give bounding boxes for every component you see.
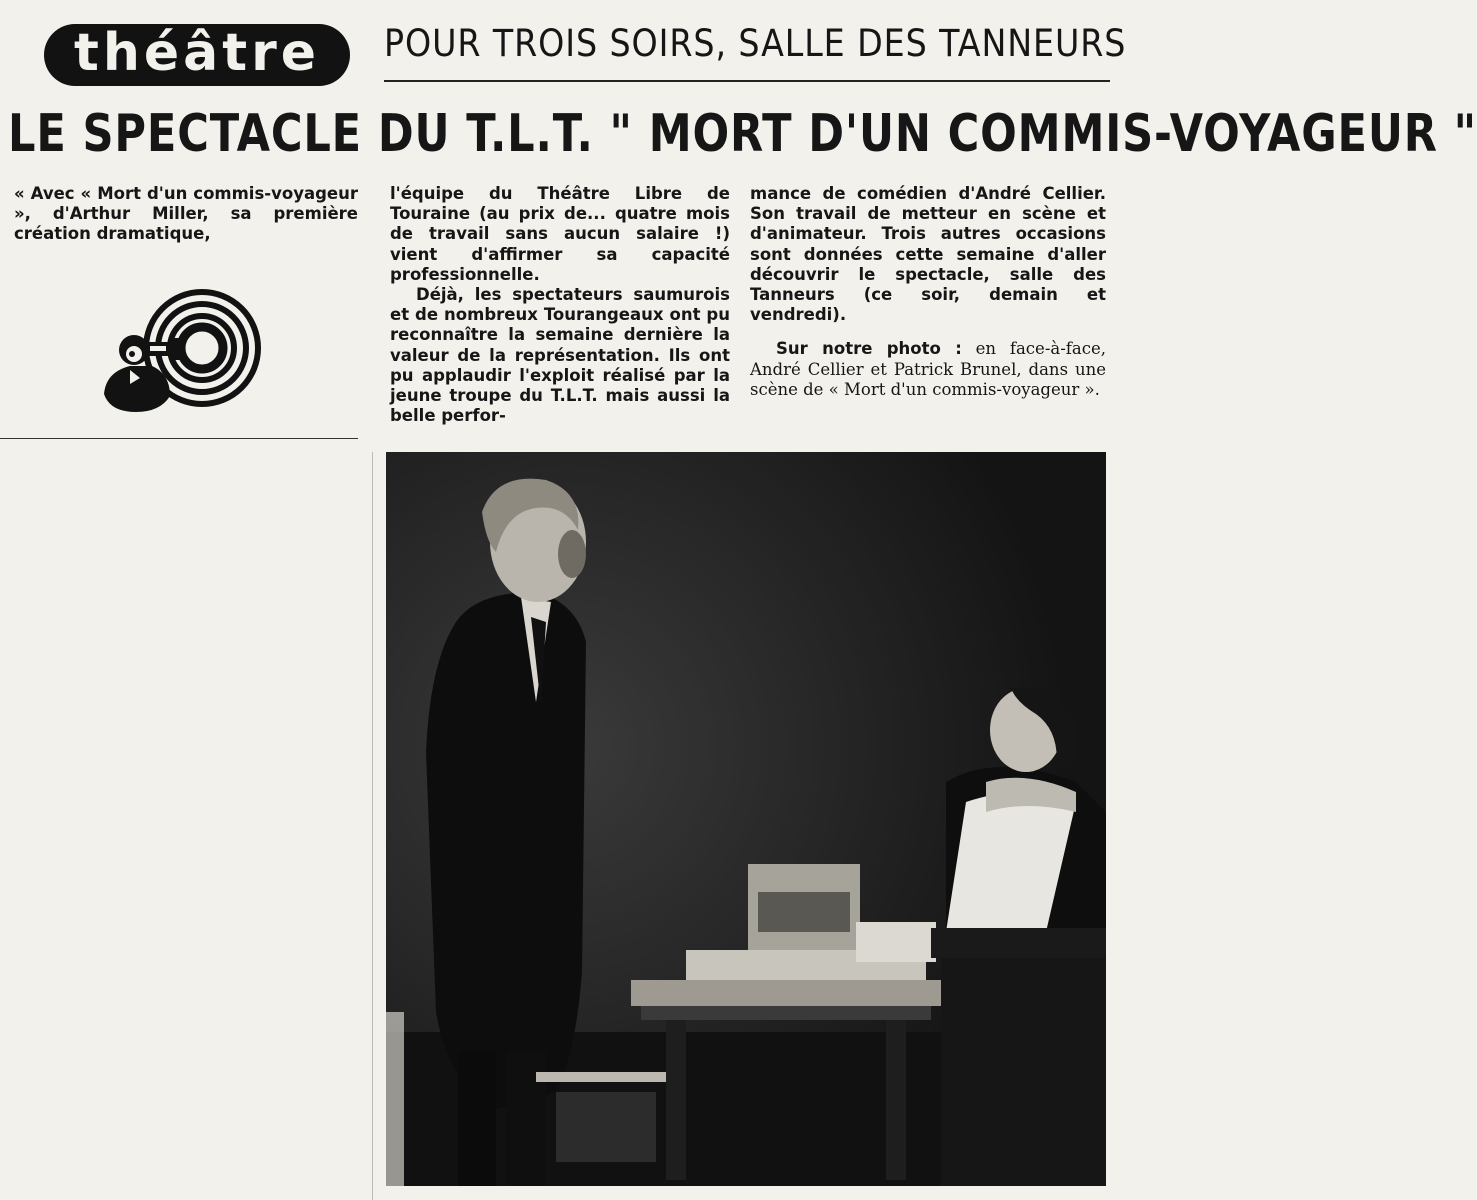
column-3-paragraph-1: mance de comédien d'André Cellier. Son travail de metteur en scène et d'animateur. Trois autres occasions sont données cette semaine d'aller découvrir le spectacle, salle des Tanneurs (ce soir, demain et vendredi).	[750, 184, 1106, 325]
column-1-text: « Avec « Mort d'un commis-voyageur », d'Arthur Miller, sa première création dramatique,	[14, 184, 358, 244]
column-2-paragraph-1: l'équipe du Théâtre Libre de Touraine (au prix de... quatre mois de travail sans aucun salaire !) vient d'affirmer sa capacité professionnelle.	[390, 184, 730, 284]
column-2-paragraph-2: Déjà, les spectateurs saumurois et de nombreux Tourangeaux ont pu reconnaître la semaine dernière la valeur de la représentation. Ils ont pu applaudir l'exploit réalisé par la jeune troupe du T.L.T. mais aussi la belle perfor-	[390, 285, 730, 426]
camera-operator-with-target-rings-icon	[100, 284, 264, 418]
caption-text: en face-à-face, André Cellier et Patrick Brunel, dans une scène de « Mort d'un commis-voyageur ».	[750, 339, 1106, 399]
column-1-bottom-rule	[0, 438, 358, 439]
column-3	[750, 184, 1106, 400]
column-divider	[372, 452, 373, 1200]
rubric-badge	[44, 24, 350, 86]
photo-caption	[750, 339, 1106, 400]
kicker-rule	[384, 80, 1110, 82]
caption-lead: Sur notre photo :	[776, 339, 962, 359]
headline: LE SPECTACLE DU T.L.T. " MORT D'UN COMMIS-VOYAGEUR "	[8, 104, 1477, 164]
kicker-line: POUR TROIS SOIRS, SALLE DES TANNEURS	[384, 22, 1127, 65]
column-1	[14, 184, 358, 245]
stage-scene-photo	[386, 452, 1106, 1186]
column-2	[390, 184, 730, 426]
rubric-label: théâtre	[73, 23, 320, 83]
